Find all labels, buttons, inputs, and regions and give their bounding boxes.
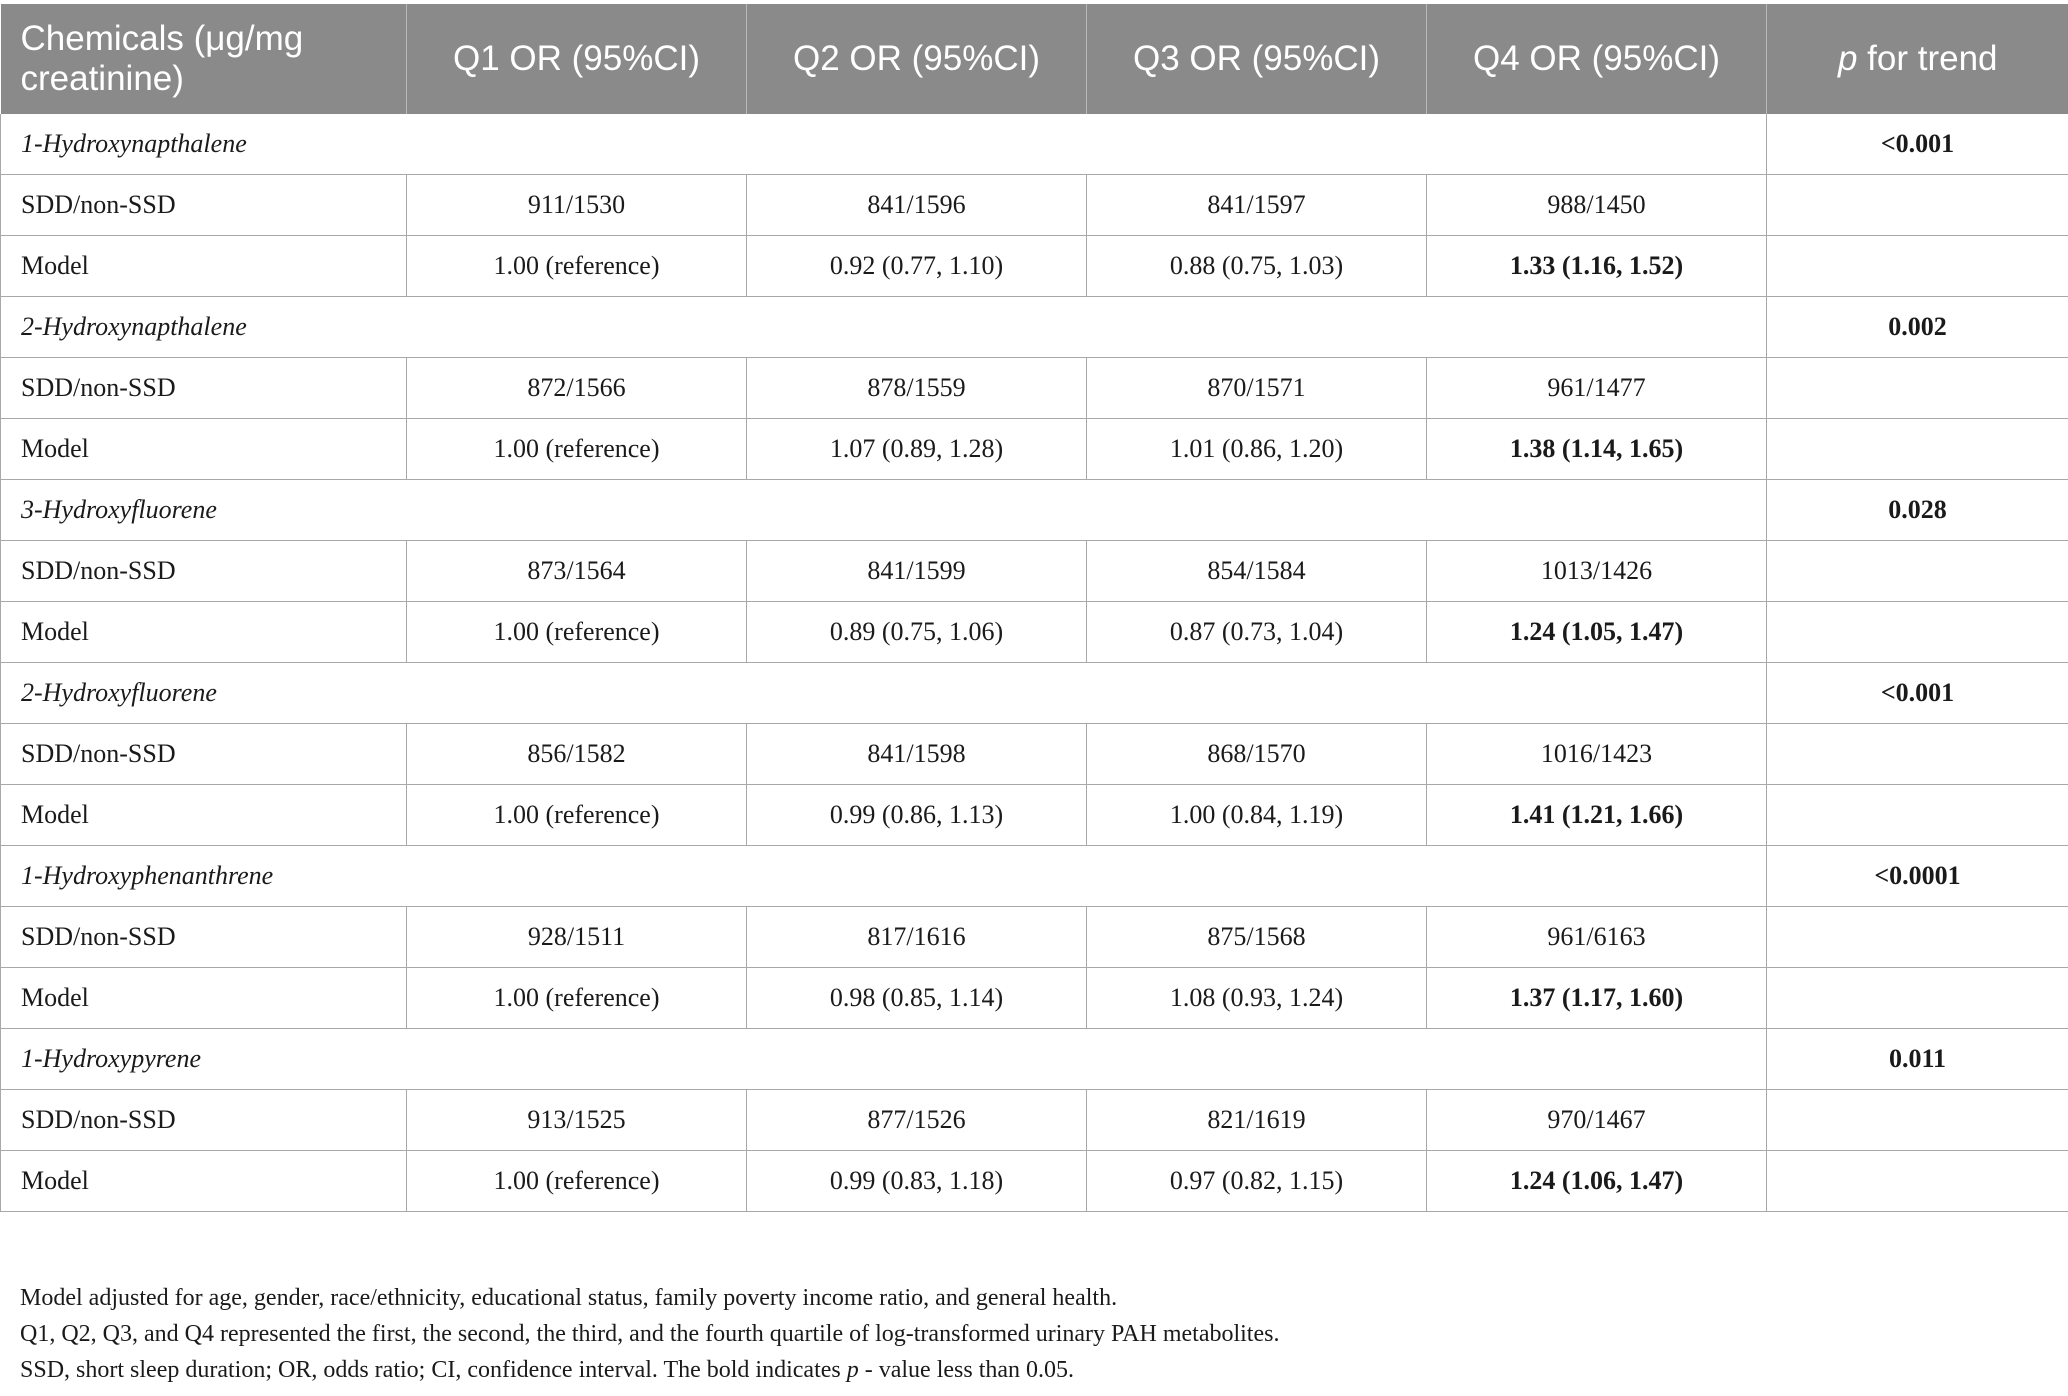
footnote-abbreviations [20,1352,2050,1388]
counts-row [1,541,2068,602]
model-q4: 1.24 (1.05, 1.47) [1427,602,1767,663]
model-q2: 1.07 (0.89, 1.28) [747,419,1087,480]
header-q4: Q4 OR (95%CI) [1427,4,1767,114]
model-label: Model [1,419,407,480]
model-row [1,236,2068,297]
chemical-row [1,846,2068,907]
counts-q4: 961/1477 [1427,358,1767,419]
counts-label: SDD/non-SSD [1,724,407,785]
counts-q4: 1013/1426 [1427,541,1767,602]
model-q1: 1.00 (reference) [407,785,747,846]
counts-label: SDD/non-SSD [1,358,407,419]
model-q3: 0.88 (0.75, 1.03) [1087,236,1427,297]
model-q4: 1.24 (1.06, 1.47) [1427,1151,1767,1212]
table-body [1,114,2068,1212]
chemical-name: 2-Hydroxynapthalene [1,297,1767,358]
model-q1: 1.00 (reference) [407,602,747,663]
model-row [1,602,2068,663]
counts-row [1,358,2068,419]
counts-q1: 928/1511 [407,907,747,968]
counts-q4: 988/1450 [1427,175,1767,236]
empty-cell [1767,602,2068,663]
counts-row [1,907,2068,968]
model-q2: 0.99 (0.83, 1.18) [747,1151,1087,1212]
model-q2: 0.92 (0.77, 1.10) [747,236,1087,297]
counts-q3: 854/1584 [1087,541,1427,602]
model-row [1,785,2068,846]
header-chemicals: Chemicals (μg/mg creatinine) [1,4,407,114]
model-label: Model [1,785,407,846]
p-trend-value: 0.002 [1767,297,2068,358]
chemical-name: 1-Hydroxypyrene [1,1029,1767,1090]
model-label: Model [1,1151,407,1212]
empty-cell [1767,236,2068,297]
model-q2: 0.98 (0.85, 1.14) [747,968,1087,1029]
model-q3: 0.97 (0.82, 1.15) [1087,1151,1427,1212]
counts-label: SDD/non-SSD [1,1090,407,1151]
model-label: Model [1,602,407,663]
header-q3: Q3 OR (95%CI) [1087,4,1427,114]
model-row [1,968,2068,1029]
model-label: Model [1,968,407,1029]
header-p-italic: p [1837,39,1858,78]
model-row [1,1151,2068,1212]
empty-cell [1767,1151,2068,1212]
counts-q4: 970/1467 [1427,1090,1767,1151]
chemical-row [1,297,2068,358]
chemical-row [1,663,2068,724]
header-q1: Q1 OR (95%CI) [407,4,747,114]
model-q2: 0.89 (0.75, 1.06) [747,602,1087,663]
empty-cell [1767,419,2068,480]
counts-row [1,1090,2068,1151]
counts-q2: 841/1599 [747,541,1087,602]
model-q4: 1.33 (1.16, 1.52) [1427,236,1767,297]
p-trend-value: <0.0001 [1767,846,2068,907]
chemical-name: 1-Hydroxyphenanthrene [1,846,1767,907]
counts-q1: 913/1525 [407,1090,747,1151]
counts-label: SDD/non-SSD [1,175,407,236]
chemical-name: 2-Hydroxyfluorene [1,663,1767,724]
p-trend-value: 0.028 [1767,480,2068,541]
chemical-name: 1-Hydroxynapthalene [1,114,1767,175]
footnote-model: Model adjusted for age, gender, race/ethnicity, educational status, family poverty income ratio, and general health. [20,1285,1118,1311]
counts-q1: 872/1566 [407,358,747,419]
counts-q2: 878/1559 [747,358,1087,419]
model-q1: 1.00 (reference) [407,968,747,1029]
empty-cell [1767,724,2068,785]
header-row [1,4,2068,114]
counts-row [1,175,2068,236]
counts-q2: 841/1596 [747,175,1087,236]
footnote-quartiles: Q1, Q2, Q3, and Q4 represented the first, the second, the third, and the fourth quartile of log-transformed urinary PAH metabolites. [20,1321,1280,1347]
counts-q1: 856/1582 [407,724,747,785]
model-q4: 1.37 (1.17, 1.60) [1427,968,1767,1029]
header-p-rest: for trend [1857,39,1998,78]
counts-q3: 870/1571 [1087,358,1427,419]
counts-q1: 873/1564 [407,541,747,602]
counts-row [1,724,2068,785]
model-q1: 1.00 (reference) [407,1151,747,1212]
model-row [1,419,2068,480]
empty-cell [1767,175,2068,236]
chemical-row [1,480,2068,541]
chemical-row [1,114,2068,175]
chemical-row [1,1029,2068,1090]
table-footnotes [20,1280,2050,1388]
counts-q1: 911/1530 [407,175,747,236]
model-q1: 1.00 (reference) [407,419,747,480]
counts-q2: 877/1526 [747,1090,1087,1151]
results-table [0,4,2068,1212]
model-q4: 1.38 (1.14, 1.65) [1427,419,1767,480]
footnote-abbrev-tail: - value less than 0.05. [858,1357,1075,1383]
empty-cell [1767,1090,2068,1151]
results-table-container [0,4,2068,1212]
empty-cell [1767,785,2068,846]
counts-label: SDD/non-SSD [1,907,407,968]
p-trend-value: 0.011 [1767,1029,2068,1090]
model-q4: 1.41 (1.21, 1.66) [1427,785,1767,846]
counts-q2: 817/1616 [747,907,1087,968]
model-q3: 1.01 (0.86, 1.20) [1087,419,1427,480]
p-trend-value: <0.001 [1767,663,2068,724]
model-q2: 0.99 (0.86, 1.13) [747,785,1087,846]
empty-cell [1767,968,2068,1029]
footnote-abbrev-text: SSD, short sleep duration; OR, odds ratio; CI, confidence interval. The bold indicates [20,1357,847,1383]
counts-q2: 841/1598 [747,724,1087,785]
model-q3: 1.00 (0.84, 1.19) [1087,785,1427,846]
empty-cell [1767,358,2068,419]
counts-label: SDD/non-SSD [1,541,407,602]
footnote-p-italic: p [846,1357,859,1383]
counts-q4: 1016/1423 [1427,724,1767,785]
counts-q3: 875/1568 [1087,907,1427,968]
table-header [1,4,2068,114]
model-q1: 1.00 (reference) [407,236,747,297]
model-q3: 0.87 (0.73, 1.04) [1087,602,1427,663]
model-q3: 1.08 (0.93, 1.24) [1087,968,1427,1029]
counts-q3: 841/1597 [1087,175,1427,236]
header-q2: Q2 OR (95%CI) [747,4,1087,114]
chemical-name: 3-Hydroxyfluorene [1,480,1767,541]
model-label: Model [1,236,407,297]
p-trend-value: <0.001 [1767,114,2068,175]
header-p-trend [1767,4,2068,114]
counts-q3: 868/1570 [1087,724,1427,785]
counts-q4: 961/6163 [1427,907,1767,968]
empty-cell [1767,907,2068,968]
counts-q3: 821/1619 [1087,1090,1427,1151]
empty-cell [1767,541,2068,602]
